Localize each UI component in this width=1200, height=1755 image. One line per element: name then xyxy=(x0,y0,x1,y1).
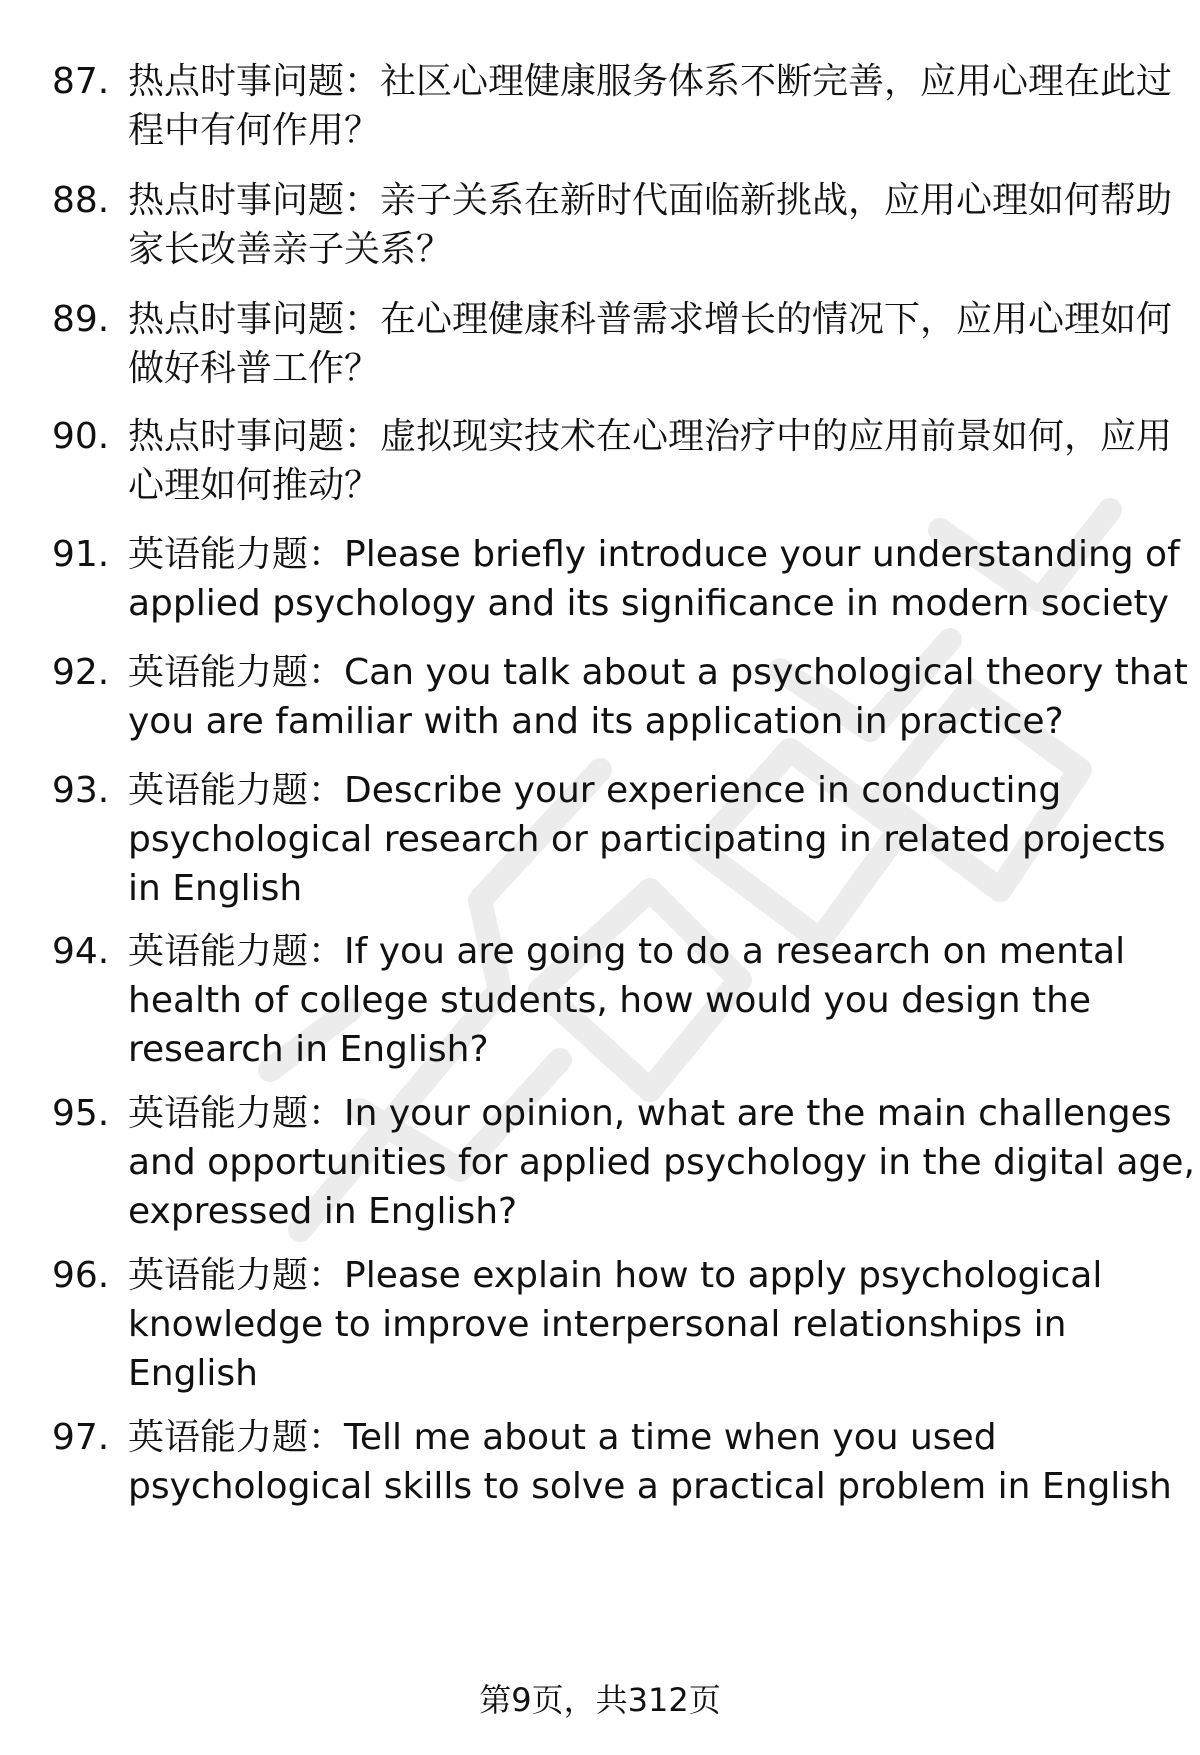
question-text: 英语能力题：In your opinion, what are the main challenges and opportunities for applied psychology in the digital age, expressed in English? xyxy=(128,1093,1195,1232)
question-number: 91. xyxy=(52,534,110,575)
question-text: 英语能力题：Can you talk about a psychological theory that you are familiar with and its application in practice? xyxy=(128,652,1188,742)
question-text: 英语能力题：Please briefly introduce your understanding of applied psychology and its significance in modern society xyxy=(128,534,1180,624)
question-number: 97. xyxy=(52,1417,110,1458)
question-text: 英语能力题：Describe your experience in conducting psychological research or participating in related projects in English xyxy=(128,770,1166,909)
question-text: 英语能力题：Please explain how to apply psychological knowledge to improve interpersonal relationships in English xyxy=(128,1255,1103,1394)
question-text: 热点时事问题：虚拟现实技术在心理治疗中的应用前景如何，应用心理如何推动？ xyxy=(128,416,1173,506)
question-number: 88. xyxy=(52,180,110,221)
question-number: 96. xyxy=(52,1255,110,1296)
page-indicator: 第9页，共312页 xyxy=(479,1681,721,1719)
question-text: 英语能力题：Tell me about a time when you used psychological skills to solve a practical problem in English xyxy=(128,1417,1172,1507)
question-text: 英语能力题：If you are going to do a research on mental health of college students, how would you design the research in English? xyxy=(128,931,1126,1070)
question-number: 87. xyxy=(52,61,110,102)
question-number: 92. xyxy=(52,652,110,693)
question-number: 94. xyxy=(52,931,110,972)
question-text: 热点时事问题：在心理健康科普需求增长的情况下，应用心理如何做好科普工作？ xyxy=(128,299,1173,389)
question-text: 热点时事问题：社区心理健康服务体系不断完善，应用心理在此过程中有何作用？ xyxy=(128,61,1173,151)
question-number: 93. xyxy=(52,770,110,811)
question-text: 热点时事问题：亲子关系在新时代面临新挑战，应用心理如何帮助家长改善亲子关系？ xyxy=(128,180,1173,270)
question-number: 95. xyxy=(52,1093,110,1134)
question-number: 89. xyxy=(52,299,110,340)
question-number: 90. xyxy=(52,416,110,457)
